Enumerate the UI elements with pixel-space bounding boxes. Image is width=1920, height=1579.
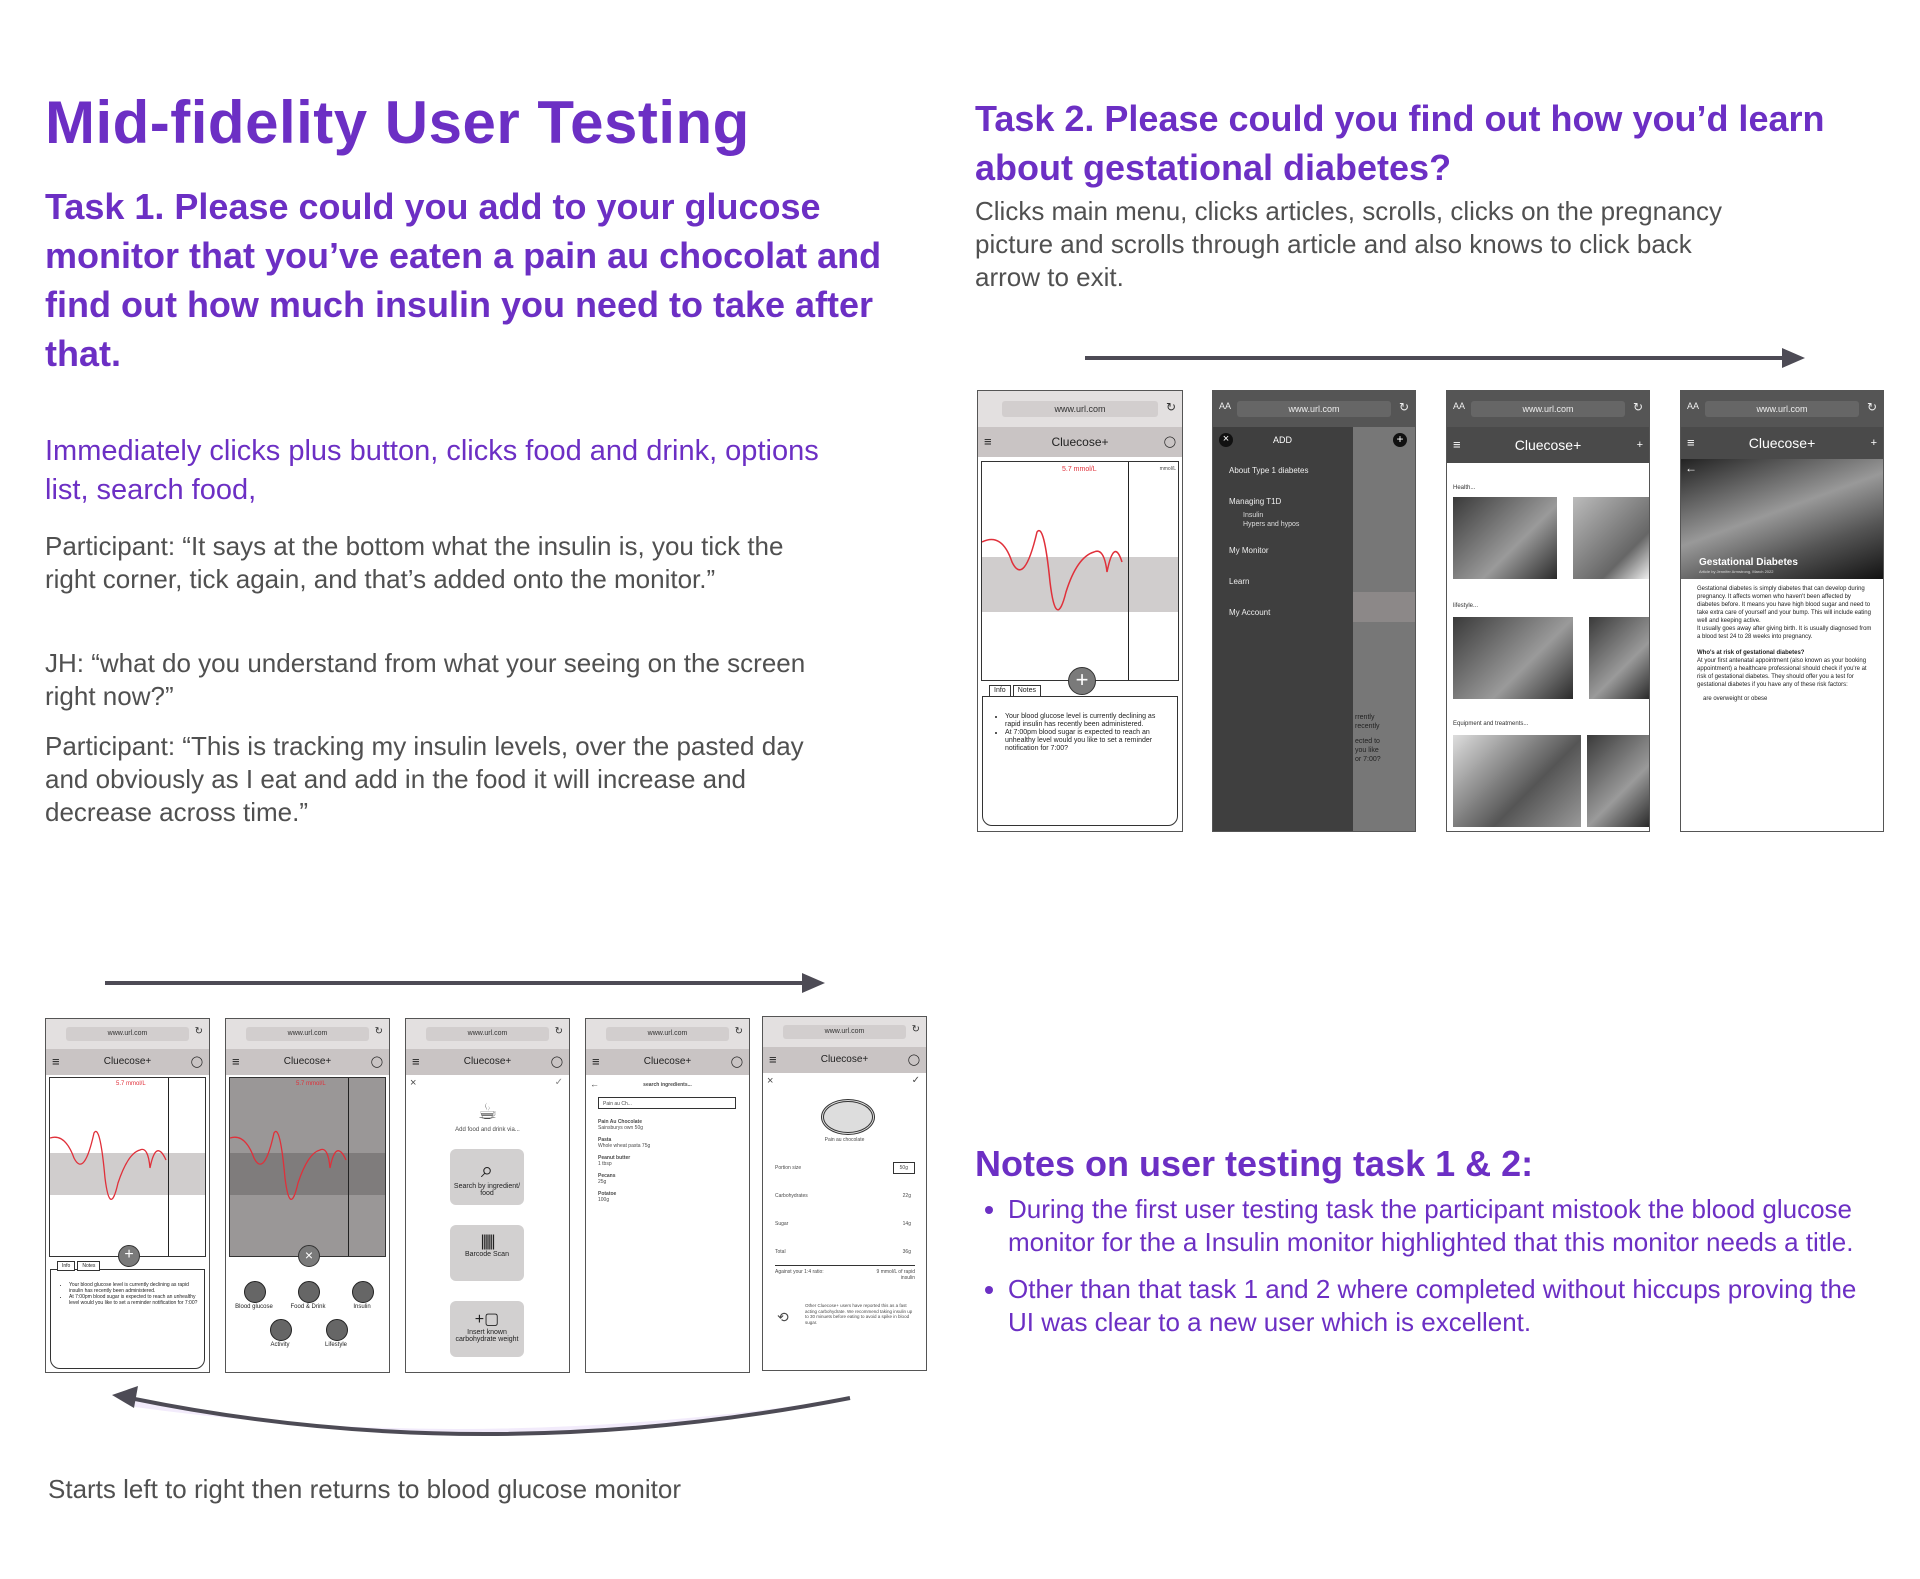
add-icon[interactable]: + (1870, 437, 1877, 449)
text-size-control[interactable]: AA (1219, 401, 1232, 411)
menu-item-learn[interactable]: Learn (1229, 577, 1250, 586)
participant-quote-2: Participant: “This is tracking my insulin levels, over the pasted day and obviously as I eat and add in the food it will increase and decrease across time.” (45, 731, 804, 827)
add-icon[interactable]: + (1636, 439, 1643, 451)
search-header: search ingredients... (643, 1082, 692, 1088)
task1-screen-search (585, 1018, 750, 1373)
menu-icon[interactable]: ≡ (1687, 435, 1695, 450)
menu-item-managing[interactable]: Managing T1D (1229, 497, 1282, 506)
article-byline: Article by Jennifer Armstrong, March 2022 (1699, 569, 1774, 574)
app-name: Cluecose+ (103, 1056, 152, 1067)
interviewer-quote: JH: “what do you understand from what your seeing on the screen right now?” (45, 648, 806, 711)
info-bullet: • At 7:00pm blood sugar is expected to reach an unhealthy level would you like to set a reminder notification for 7:00? (1005, 729, 1169, 753)
menu-item-account[interactable]: My Account (1229, 608, 1271, 617)
app-name: Cluecose+ (463, 1056, 512, 1067)
insulin-dose: 9 mmol/L of rapid insulin (876, 1269, 915, 1281)
info-bullet: • Your blood glucose level is currently declining as rapid insulin has recently been administered. (1005, 713, 1169, 729)
app-name: Cluecose+ (283, 1056, 332, 1067)
task1-screen-add-menu (225, 1018, 390, 1373)
url-field[interactable]: www.url.com (783, 1025, 907, 1039)
url-field[interactable]: www.url.com (606, 1027, 730, 1041)
url-field[interactable]: www.url.com (1705, 401, 1859, 417)
info-panel: Info Notes • Your blood glucose level is currently declining as rapid insulin has recently been administered. • At 7:00pm blood sugar is expected to reach an unhealthy level would you like to set a reminder notification for 7:00? (50, 1269, 205, 1369)
menu-icon[interactable]: ≡ (592, 1054, 600, 1069)
peek-content: rrently recently ected to you like or 7:00? (1353, 427, 1416, 832)
article-thumb-meter[interactable] (1453, 735, 1581, 827)
article-thumb-sensor[interactable] (1587, 735, 1649, 827)
task2-screen-menu (1212, 390, 1416, 832)
search-result[interactable]: Potatoe 100g (598, 1191, 617, 1203)
menu-subitem-insulin[interactable]: Insulin (1243, 512, 1264, 519)
refresh-icon[interactable]: ↻ (1866, 400, 1877, 414)
blood-glucose-icon[interactable] (244, 1281, 266, 1303)
check-icon[interactable]: ✓ (911, 1075, 920, 1086)
menu-icon[interactable]: ≡ (232, 1054, 240, 1069)
back-icon[interactable]: ← (1685, 461, 1697, 475)
refresh-icon[interactable]: ↻ (734, 1026, 743, 1037)
browser-url-bar[interactable] (1681, 391, 1883, 427)
task1-screen-monitor (45, 1018, 210, 1373)
task1-flow-arrow (105, 973, 825, 993)
section-lifestyle: lifestyle... (1453, 603, 1479, 609)
main-menu (1229, 466, 1308, 639)
task2-screen-article (1680, 390, 1884, 832)
text-size-control[interactable]: AA (1453, 401, 1466, 411)
add-icon[interactable]: + (1393, 433, 1407, 447)
refresh-icon[interactable]: ↻ (194, 1026, 203, 1037)
app-name: Cluecose+ (1051, 435, 1109, 449)
lifestyle-icon[interactable] (326, 1319, 348, 1341)
info-panel (982, 687, 1178, 826)
tab-info[interactable]: Info (989, 685, 1011, 697)
url-field[interactable]: www.url.com (426, 1027, 550, 1041)
tab-info[interactable]: Info (57, 1261, 75, 1271)
close-icon[interactable]: × (767, 1075, 774, 1087)
check-icon[interactable]: ✓ (554, 1077, 563, 1088)
article-thumb-cooking[interactable] (1453, 617, 1573, 699)
app-header (1681, 427, 1883, 459)
url-field[interactable]: www.url.com (246, 1027, 370, 1041)
section-health: Health... (1453, 485, 1476, 491)
pastry-icon (821, 1099, 875, 1135)
user-icon[interactable]: ◯ (730, 1056, 743, 1068)
article-thumb-lifestyle[interactable] (1589, 617, 1649, 699)
text-size-control[interactable]: AA (1687, 401, 1700, 411)
app-header (1447, 427, 1649, 463)
barcode-icon: |||||| (480, 1233, 494, 1250)
search-results (598, 1119, 650, 1209)
food-tip: Other Cluecose+ users have reported this as a fast acting carbohydrate. We recommend taking insulin up to 30 minuets before eating to avoid a spike in blood sugar. (805, 1303, 913, 1325)
search-result[interactable]: Peanut butter 1 tbsp (598, 1155, 631, 1167)
refresh-icon[interactable]: ↻ (1632, 400, 1643, 414)
add-button[interactable]: + (1068, 667, 1096, 695)
note-item: • Other than that task 1 and 2 where completed without hiccups proving the UI was clear to a new user which is excellent. (1008, 1273, 1888, 1339)
glucose-reading: 5.7 mmol/L (296, 1081, 326, 1087)
search-result[interactable]: Pasta Whole wheat pasta 75g (598, 1137, 651, 1149)
article-title: Gestational Diabetes (1699, 557, 1798, 568)
insulin-label: Insulin (353, 1304, 371, 1310)
menu-icon[interactable]: ≡ (52, 1054, 60, 1069)
refresh-icon[interactable]: ↻ (554, 1026, 563, 1037)
app-name: Cluecose+ (820, 1054, 869, 1065)
browser-url-bar[interactable] (1447, 391, 1649, 427)
task2-screen-monitor (977, 390, 1183, 832)
glucose-chart (49, 1077, 206, 1257)
menu-icon[interactable]: ≡ (1453, 437, 1461, 452)
article-hero-image (1681, 459, 1884, 579)
notes-title: Notes on user testing task 1 & 2: (975, 1143, 1534, 1184)
refresh-cycle-icon: ⟲ (777, 1309, 789, 1325)
unit-label: mmol/L (1159, 466, 1176, 472)
refresh-icon[interactable]: ↻ (374, 1026, 383, 1037)
close-icon[interactable]: × (410, 1077, 417, 1089)
url-field[interactable]: www.url.com (66, 1027, 190, 1041)
task2-screen-articles (1446, 390, 1650, 832)
page-title: Mid-fidelity User Testing (45, 89, 750, 156)
food-drink-icon[interactable] (298, 1281, 320, 1303)
task1-screen-food-options (405, 1018, 570, 1373)
article-body: Gestational diabetes is simply diabetes that can develop during pregnancy. It affects women who haven't been affected by diabetes before. It means you have high blood sugar and need to take extra care of yourself and your bump. This will include eating well and keeping active. It usually goes away after giving birth. It is usually diagnosed from a blood test 24 to 28 weeks into pregnancy. Who's at risk of gestational diabetes? At your first antenatal appointment (also known as your booking appointment) a healthcare professional should check if you're at risk of gestational diabetes. They should offer you a test for gestational diabetes if you have any of these risk factors: are overweight or obese (1697, 586, 1872, 702)
return-arrow (112, 1386, 850, 1434)
food-drink-label: Food & Drink (290, 1304, 326, 1310)
food-drink-icon: ☕ (477, 1099, 498, 1124)
barcode-scan-tile[interactable]: |||||| Barcode Scan (450, 1225, 524, 1281)
food-options-title: Add food and drink via... (455, 1127, 520, 1133)
url-field[interactable]: www.url.com (1237, 401, 1391, 417)
task1-observation: Immediately clicks plus button, clicks food and drink, options list, search food, (45, 435, 819, 506)
glucose-reading: 5.7 mmol/L (116, 1081, 146, 1087)
notes-list (975, 1193, 1888, 1353)
browser-url-bar[interactable] (1213, 391, 1415, 427)
glucose-chart (981, 461, 1179, 681)
lifestyle-label: Lifestyle (324, 1342, 347, 1348)
app-name: Cluecose+ (1748, 435, 1816, 451)
article-thumb-pregnancy[interactable] (1573, 497, 1649, 579)
task2-title: Task 2. Please could you find out how you’d learn about gestational diabetes? (975, 98, 1825, 188)
task1-title: Task 1. Please could you add to your glucose monitor that you’ve eaten a pain au chocolat and find out how much insulin you need to take after that. (45, 186, 882, 374)
note-item: • During the first user testing task the participant mistook the blood glucose monitor for the a Insulin monitor highlighted that this monitor needs a title. (1008, 1193, 1888, 1259)
task1-screen-food-detail (762, 1016, 927, 1371)
activity-icon[interactable] (270, 1319, 292, 1341)
glucose-reading: 5.7 mmol/L (1062, 466, 1097, 473)
article-thumb-fitness[interactable] (1453, 497, 1557, 579)
app-header (978, 427, 1182, 457)
url-field[interactable]: www.url.com (1471, 401, 1625, 417)
user-icon[interactable]: ◯ (190, 1056, 203, 1068)
task2-observation: Clicks main menu, clicks articles, scrolls, clicks on the pregnancy picture and scrolls through article and also knows to click back arrow to exit. (975, 196, 1723, 292)
refresh-icon[interactable]: ↻ (911, 1024, 920, 1035)
portion-input[interactable]: 50g (893, 1162, 915, 1174)
menu-item-monitor[interactable]: My Monitor (1229, 546, 1269, 555)
add-button[interactable]: + (118, 1245, 140, 1267)
menu-subitem-hypers[interactable]: Hypers and hypos (1243, 521, 1300, 528)
nutrition-table: Portion size 50g Carbohydrates 22g Sugar 14g Total 36g Against your 1:4 ratio: 9 mmol/L of rapid insulin (775, 1165, 915, 1289)
flow-caption: Starts left to right then returns to blood glucose monitor (48, 1474, 682, 1504)
task2-flow-arrow (1085, 348, 1805, 368)
search-input[interactable]: Pain au Ch... (598, 1097, 736, 1109)
close-icon[interactable]: × (1219, 433, 1233, 447)
search-result[interactable]: Pecans 25g (598, 1173, 616, 1185)
search-icon: ⌕ (480, 1157, 494, 1182)
tab-notes[interactable]: Notes (1013, 685, 1041, 697)
section-equipment: Equipment and treatments... (1453, 721, 1529, 727)
browser-url-bar[interactable] (978, 391, 1182, 427)
food-name: Pain au chocolate (824, 1137, 865, 1143)
menu-icon[interactable]: ≡ (769, 1052, 777, 1067)
blood-glucose-label: Blood glucose (235, 1304, 273, 1310)
glucose-line (982, 462, 1132, 680)
refresh-icon[interactable]: ↻ (1165, 400, 1176, 414)
back-icon[interactable]: ← (590, 1079, 599, 1089)
user-icon[interactable]: ◯ (907, 1054, 920, 1066)
app-name: Cluecose+ (1514, 437, 1582, 453)
close-icon[interactable]: × (298, 1245, 320, 1267)
menu-add-label: ADD (1273, 435, 1293, 445)
tab-notes[interactable]: Notes (77, 1261, 100, 1271)
app-name: Cluecose+ (643, 1056, 692, 1067)
glucose-line (50, 1078, 170, 1256)
menu-icon[interactable]: ≡ (984, 434, 992, 449)
search-food-tile[interactable]: ⌕ Search by ingredient/ food (450, 1149, 524, 1205)
search-result[interactable]: Pain Au Chocolate Sainsburys own 50g (598, 1119, 644, 1131)
url-field[interactable]: www.url.com (1002, 401, 1157, 417)
participant-quote-1: Participant: “It says at the bottom what the insulin is, you tick the right corner, tick again, and that’s added onto the monitor.” (45, 531, 784, 594)
insulin-icon[interactable] (352, 1281, 374, 1303)
menu-icon[interactable]: ≡ (412, 1054, 420, 1069)
carb-weight-tile[interactable]: +▢ Insert known carbohydrate weight (450, 1301, 524, 1357)
glucose-chart-dimmed (229, 1077, 386, 1257)
user-icon[interactable]: ◯ (1163, 436, 1176, 448)
user-icon[interactable]: ◯ (370, 1056, 383, 1068)
bread-icon: +▢ (474, 1311, 500, 1328)
menu-item-about[interactable]: About Type 1 diabetes (1229, 466, 1309, 475)
refresh-icon[interactable]: ↻ (1398, 400, 1409, 414)
activity-label: Activity (270, 1342, 290, 1348)
user-icon[interactable]: ◯ (550, 1056, 563, 1068)
